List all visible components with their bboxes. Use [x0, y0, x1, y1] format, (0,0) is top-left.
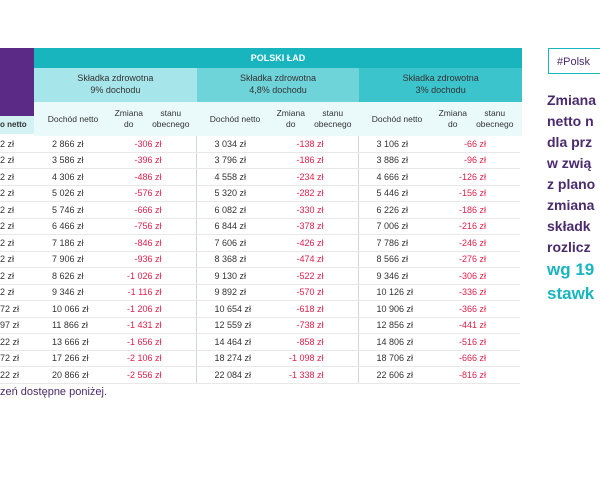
table-cell: -366 zł — [436, 301, 520, 318]
table-cell: 2 zł — [0, 218, 34, 235]
table-cell: 9 346 zł — [358, 268, 436, 285]
group-9pct: Składka zdrowotna 9% dochodu — [34, 68, 197, 102]
table-cell: -306 zł — [112, 136, 196, 152]
hashtag-label: #Polsk — [548, 48, 600, 74]
table-cell: 10 126 zł — [358, 284, 436, 301]
table-cell: 2 zł — [0, 169, 34, 186]
table-cell: 18 274 zł — [196, 350, 274, 367]
table-cell: 2 zł — [0, 268, 34, 285]
group-3pct: Składka zdrowotna 3% dochodu — [359, 68, 522, 102]
col-income: Dochód netto — [209, 113, 261, 124]
table-row — [0, 350, 520, 367]
table-cell: 17 266 zł — [34, 350, 112, 367]
table-cell: -522 zł — [274, 268, 358, 285]
table-cell: 22 zł — [0, 367, 34, 384]
table-row — [0, 268, 520, 285]
table-cell: 5 320 zł — [196, 185, 274, 202]
table-cell: -1 098 zł — [274, 350, 358, 367]
table-cell: 7 006 zł — [358, 218, 436, 235]
table-cell: -486 zł — [112, 169, 196, 186]
table-cell: -138 zł — [274, 136, 358, 152]
column-headers — [34, 102, 522, 136]
table-cell: -858 zł — [274, 334, 358, 351]
table-cell: 2 zł — [0, 235, 34, 252]
table-cell: 7 606 zł — [196, 235, 274, 252]
table-cell: -738 zł — [274, 317, 358, 334]
table-row — [0, 218, 520, 235]
table-cell: 7 906 zł — [34, 251, 112, 268]
table-cell: 3 586 zł — [34, 152, 112, 169]
table-cell: -378 zł — [274, 218, 358, 235]
table-cell: 2 zł — [0, 202, 34, 219]
table-cell: 3 106 zł — [358, 136, 436, 152]
income-table — [0, 136, 520, 384]
table-cell: -1 656 zł — [112, 334, 196, 351]
table-cell: 20 866 zł — [34, 367, 112, 384]
table-cell: -126 zł — [436, 169, 520, 186]
table-cell: 9 130 zł — [196, 268, 274, 285]
table-row — [0, 334, 520, 351]
table-cell: 2 zł — [0, 251, 34, 268]
col-change: Zmiana do stanu obecnego — [276, 108, 352, 129]
table-cell: 3 034 zł — [196, 136, 274, 152]
table-cell: 6 082 zł — [196, 202, 274, 219]
footer-note: zeń dostępne poniżej. — [0, 386, 108, 398]
side-text: Zmiana netto n dla prz w zwią z plano zmiana składk rozlicz wg 19 stawk — [547, 92, 597, 303]
table-cell: 5 446 zł — [358, 185, 436, 202]
table-cell: -936 zł — [112, 251, 196, 268]
table-cell: 12 559 zł — [196, 317, 274, 334]
table-row — [0, 235, 520, 252]
table-cell: -666 zł — [112, 202, 196, 219]
table-cell: 12 856 zł — [358, 317, 436, 334]
table-cell: 3 886 zł — [358, 152, 436, 169]
table-cell: -156 zł — [436, 185, 520, 202]
table-cell: -96 zł — [436, 152, 520, 169]
table-cell: -846 zł — [112, 235, 196, 252]
col-income: Dochód netto — [371, 113, 423, 124]
table-cell: 22 606 zł — [358, 367, 436, 384]
table-cell: 72 zł — [0, 350, 34, 367]
table-cell: 5 746 zł — [34, 202, 112, 219]
left-header-strip — [0, 48, 34, 116]
table-row — [0, 284, 520, 301]
table-cell: -1 026 zł — [112, 268, 196, 285]
table-cell: -186 zł — [436, 202, 520, 219]
table-cell: 10 654 zł — [196, 301, 274, 318]
table-cell: 72 zł — [0, 301, 34, 318]
table-row — [0, 317, 520, 334]
table-cell: -336 zł — [436, 284, 520, 301]
table-cell: -1 338 zł — [274, 367, 358, 384]
table-cell: 9 892 zł — [196, 284, 274, 301]
table-cell: 2 zł — [0, 185, 34, 202]
table-row — [0, 136, 520, 152]
table-cell: -66 zł — [436, 136, 520, 152]
table-cell: 18 706 zł — [358, 350, 436, 367]
table-cell: 8 626 zł — [34, 268, 112, 285]
table-row — [0, 202, 520, 219]
table-cell: 2 zł — [0, 152, 34, 169]
table-cell: 13 666 zł — [34, 334, 112, 351]
table-title: POLSKI ŁAD — [34, 48, 522, 68]
table-cell: -276 zł — [436, 251, 520, 268]
table-cell: 97 zł — [0, 317, 34, 334]
table-cell: -282 zł — [274, 185, 358, 202]
table-cell: 6 466 zł — [34, 218, 112, 235]
table-cell: -756 zł — [112, 218, 196, 235]
table-cell: 3 796 zł — [196, 152, 274, 169]
table-cell: 4 558 zł — [196, 169, 274, 186]
group-4-8pct: Składka zdrowotna 4,8% dochodu — [197, 68, 360, 102]
table-cell: 22 zł — [0, 334, 34, 351]
table-cell: 5 026 zł — [34, 185, 112, 202]
table-cell: 7 186 zł — [34, 235, 112, 252]
table-row — [0, 251, 520, 268]
table-cell: -816 zł — [436, 367, 520, 384]
table-row — [0, 301, 520, 318]
table-cell: -234 zł — [274, 169, 358, 186]
table-cell: -570 zł — [274, 284, 358, 301]
table-cell: -306 zł — [436, 268, 520, 285]
table-cell: 14 806 zł — [358, 334, 436, 351]
table-row — [0, 152, 520, 169]
table-cell: 2 866 zł — [34, 136, 112, 152]
table-cell: -246 zł — [436, 235, 520, 252]
table-cell: -441 zł — [436, 317, 520, 334]
table-cell: 6 844 zł — [196, 218, 274, 235]
table-row — [0, 367, 520, 384]
table-cell: 2 zł — [0, 284, 34, 301]
group-headers — [34, 68, 522, 102]
table-cell: 7 786 zł — [358, 235, 436, 252]
table-cell: 10 906 zł — [358, 301, 436, 318]
table-cell: 9 346 zł — [34, 284, 112, 301]
table-cell: 10 066 zł — [34, 301, 112, 318]
table-cell: 14 464 zł — [196, 334, 274, 351]
table-cell: 2 zł — [0, 136, 34, 152]
table-cell: -186 zł — [274, 152, 358, 169]
col-income: Dochód netto — [47, 113, 99, 124]
table-cell: 11 866 zł — [34, 317, 112, 334]
table-cell: 22 084 zł — [196, 367, 274, 384]
table-cell: -516 zł — [436, 334, 520, 351]
table-cell: -1 116 zł — [112, 284, 196, 301]
table-cell: -2 106 zł — [112, 350, 196, 367]
table-cell: -330 zł — [274, 202, 358, 219]
table-cell: 8 566 zł — [358, 251, 436, 268]
table-cell: -1 206 zł — [112, 301, 196, 318]
table-cell: -474 zł — [274, 251, 358, 268]
table-row — [0, 169, 520, 186]
table-cell: 4 666 zł — [358, 169, 436, 186]
table-cell: -396 zł — [112, 152, 196, 169]
table-cell: 6 226 zł — [358, 202, 436, 219]
col-change: Zmiana do stanu obecnego — [438, 108, 514, 129]
table-cell: -216 zł — [436, 218, 520, 235]
table-cell: -426 zł — [274, 235, 358, 252]
table-cell: -666 zł — [436, 350, 520, 367]
table-cell: 4 306 zł — [34, 169, 112, 186]
table-cell: 8 368 zł — [196, 251, 274, 268]
col-change: Zmiana do stanu obecnego — [114, 108, 190, 129]
table-cell: -2 556 zł — [112, 367, 196, 384]
table-cell: -618 zł — [274, 301, 358, 318]
table-cell: -1 431 zł — [112, 317, 196, 334]
left-column-header: o netto — [0, 116, 34, 134]
table-row — [0, 185, 520, 202]
table-cell: -576 zł — [112, 185, 196, 202]
